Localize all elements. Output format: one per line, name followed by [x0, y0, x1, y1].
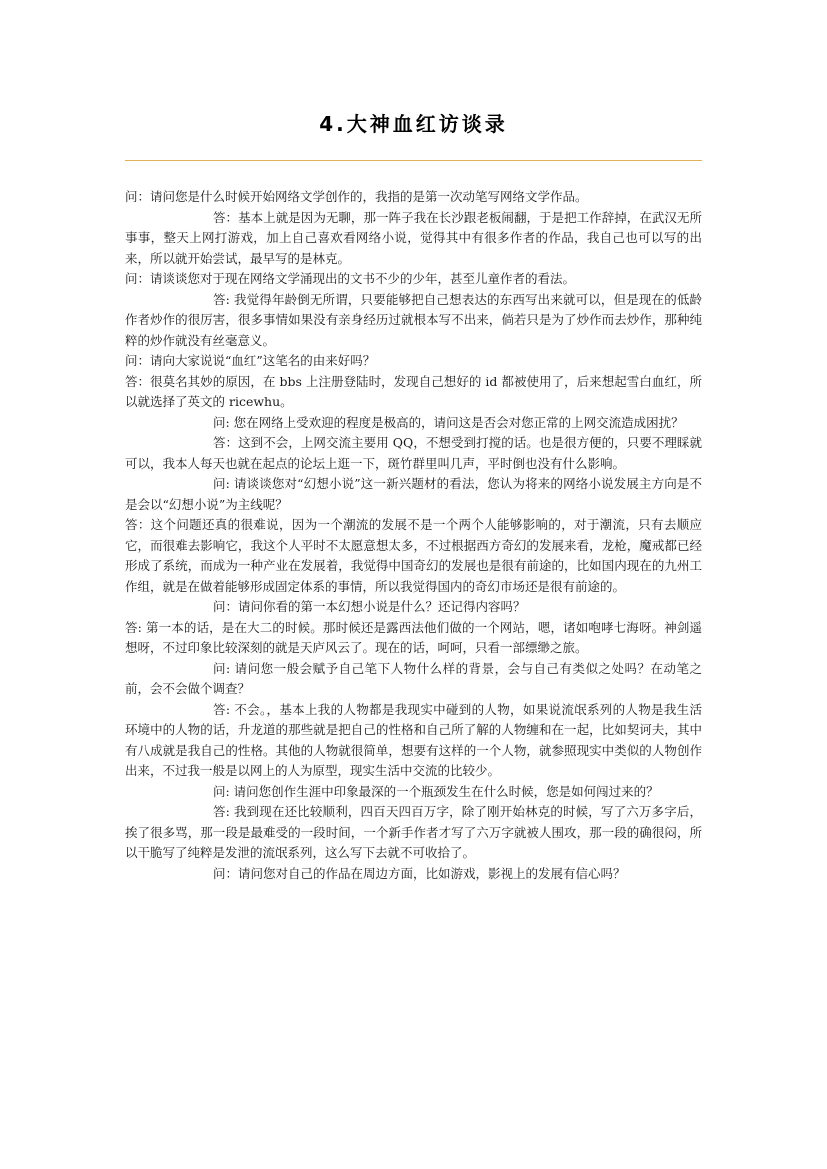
paragraph: 问：请问您是什么时候开始网络文学创作的，我指的是第一次动笔写网络文学作品。 [125, 189, 588, 204]
paragraph: 问：请问你看的第一本幻想小说是什么？还记得内容吗？ [213, 599, 526, 614]
title-divider [125, 160, 702, 161]
interview-body [125, 187, 702, 884]
paragraph: 答: 第一本的话，是在大二的时候。那时候还是露西法他们做的一个网站，嗯，诸如咆哮七海呀。神剑遥想呀，不过印象比较深刻的就是天庐风云了。现在的话，呵呵，只看一部缥缈之旅。 [125, 619, 702, 655]
paragraph: 答: 我觉得年龄倒无所谓，只要能够把自己想表达的东西写出来就可以，但是现在的低龄作者炒作的很厉害，很多事情如果没有亲身经历过就根本写不出来，倘若只是为了炒作而去炒作，那种纯粹的炒作就没有丝毫意义。 [125, 291, 702, 348]
paragraph: 答：很莫名其妙的原因，在 bbs 上注册登陆时，发现自己想好的 id 都被使用了，后来想起雪白血红，所以就选择了英文的 ricewhu。 [125, 373, 702, 409]
paragraph: 问：请向大家说说“血红”这笔名的由来好吗？ [125, 353, 376, 368]
paragraph: 问：请谈谈您对于现在网络文学涌现出的文书不少的少年，甚至儿童作者的看法。 [125, 271, 576, 286]
paragraph: 答：基本上就是因为无聊，那一阵子我在长沙跟老板闹翻，于是把工作辞掉，在武汉无所事事，整天上网打游戏，加上自己喜欢看网络小说，觉得其中有很多作者的作品，我自己也可以写的出来，所以就开始尝试，最早写的是林克。 [125, 209, 702, 266]
paragraph: 答：这个问题还真的很难说，因为一个潮流的发展不是一个两个人能够影响的，对于潮流，只有去顺应它，而很难去影响它，我这个人平时不太愿意想太多，不过根据西方奇幻的发展来看，龙枪，魔戒都已经形成了系统，而成为一种产业在发展着，我觉得中国奇幻的发展也是很有前途的，比如国内现在的九州工作组，就是在做着能够形成固定体系的事情，所以我觉得国内的奇幻市场还是很有前途的。 [125, 517, 702, 594]
paragraph: 问: 请谈谈您对“幻想小说”这一新兴题材的看法，您认为将来的网络小说发展主方向是不是会以“幻想小说”为主线呢？ [125, 476, 702, 512]
paragraph: 答: 不会。，基本上我的人物都是我现实中碰到的人物，如果说流氓系列的人物是我生活环境中的人物的话，升龙道的那些就是把自己的性格和自己所了解的人物缠和在一起，比如契诃夫，其中有八成就是我自己的性格。其他的人物就很简单，想要有这样的一个人物，就参照现实中类似的人物创作出来，不过我一般是以网上的人为原型，现实生活中交流的比较少。 [125, 701, 702, 778]
paragraph: 答: 我到现在还比较顺利，四百天四百万字，除了刚开始林克的时候，写了六万多字后，挨了很多骂，那一段是最难受的一段时间，一个新手作者才写了六万字就被人围攻，那一段的确很闷，所以干脆写了纯粹是发泄的流氓系列，这么写下去就不可收拾了。 [125, 804, 702, 860]
page-title: 4.大神血红访谈录 [319, 112, 508, 136]
paragraph: 问: 请问您创作生涯中印象最深的一个瓶颈发生在什么时候，您是如何闯过来的？ [213, 783, 659, 799]
paragraph: 问: 请问您一般会赋予自己笔下人物什么样的背景，会与自己有类似之处吗？在动笔之前，会不会做个调查？ [125, 660, 702, 696]
paragraph: 问: 您在网络上受欢迎的程度是极高的，请问这是否会对您正常的上网交流造成困扰？ [213, 414, 684, 430]
paragraph: 问：请问您对自己的作品在周边方面，比如游戏，影视上的发展有信心吗？ [213, 865, 626, 881]
paragraph: 答：这到不会，上网交流主要用 QQ，不想受到打搅的话。也是很方便的，只要不理睬就可以，我本人每天也就在起点的论坛上逛一下，斑竹群里叫几声，平时倒也没有什么影响。 [125, 435, 702, 471]
